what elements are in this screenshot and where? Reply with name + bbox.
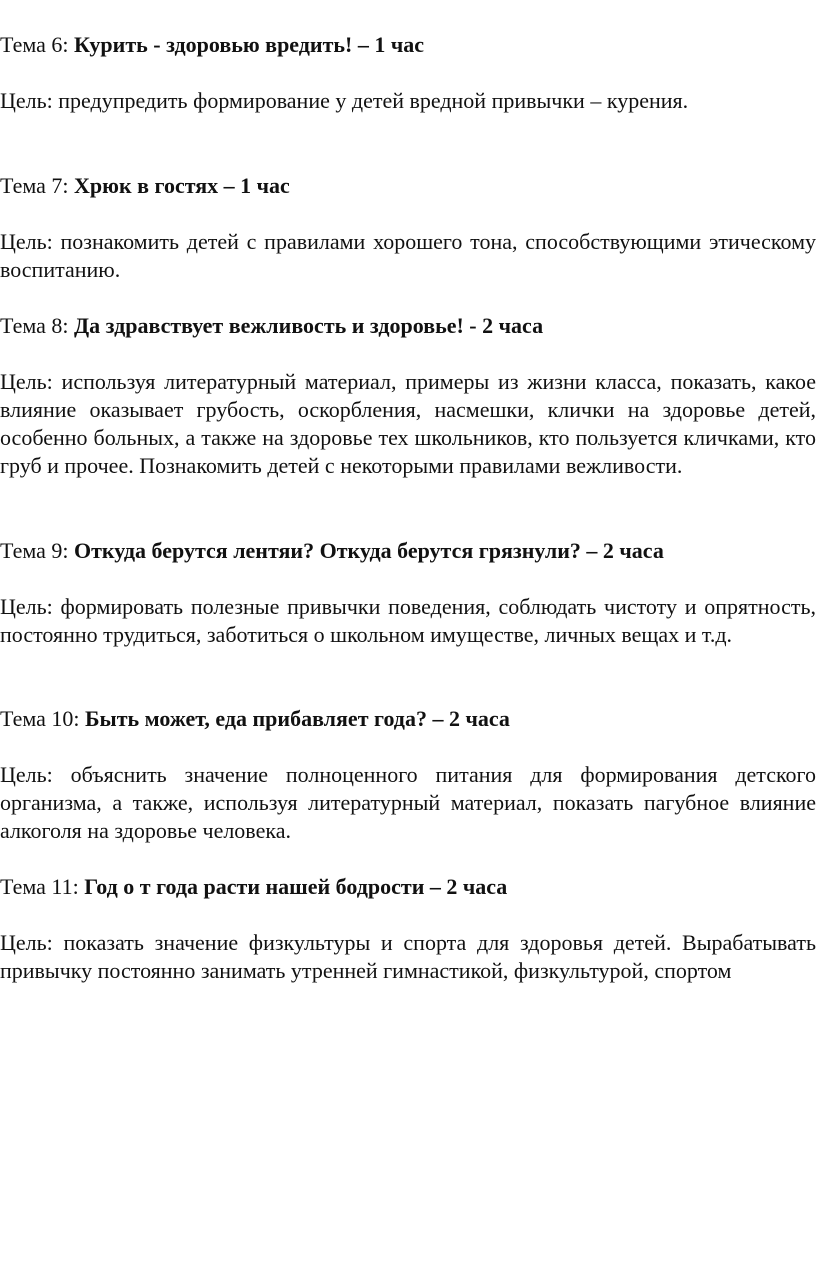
topic-label: Тема 6: [0,32,75,57]
topic-10-goal: Цель: объяснить значение полноценного питания для формирования детского организма, а также, используя литературный материал, показать пагубное влияние алкоголя на здоровье человека. [0,762,816,843]
topic-9-heading [0,537,816,565]
topic-title: Год о т года расти нашей бодрости – 2 часа [84,874,508,899]
topic-9-goal: Цель: формировать полезные привычки поведения, соблюдать чистоту и опрятность, постоянно трудиться, заботиться о школьном имуществе, личных вещах и т.д. [0,594,816,647]
topic-label: Тема 8: [0,313,75,338]
topic-title: Хрюк в гостях – 1 час [74,173,290,198]
topic-8-heading [0,312,816,340]
topic-title: Откуда берутся лентяи? Откуда берутся грязнули? – 2 часа [74,538,664,563]
topic-10-heading [0,705,816,733]
topic-11-goal: Цель: показать значение физкультуры и спорта для здоровья детей. Вырабатывать привычку постоянно занимать утренней гимнастикой, физкультурой, спортом [0,930,816,983]
topic-7-goal: Цель: познакомить детей с правилами хорошего тона, способствующими этическому воспитанию. [0,229,816,282]
topic-label: Тема 9: [0,538,75,563]
topic-11-heading [0,873,816,901]
topic-6-heading [0,31,816,59]
topic-label: Тема 7: [0,173,75,198]
topic-title: Быть может, еда прибавляет года? – 2 часа [85,706,510,731]
topic-title: Да здравствует вежливость и здоровье! - 2 часа [74,313,544,338]
topic-6-goal: Цель: предупредить формирование у детей вредной привычки – курения. [0,88,689,113]
topic-title: Курить - здоровью вредить! – 1 час [74,32,425,57]
topic-8-goal: Цель: используя литературный материал, примеры из жизни класса, показать, какое влияние оказывает грубость, оскорбления, насмешки, клички на здоровье детей, особенно больных, а также на здоровье тех школьников, кто пользуется кличками, кто груб и прочее. Познакомить детей с некоторыми правилами вежливости. [0,369,816,478]
topic-label: Тема 11: [0,874,85,899]
topic-label: Тема 10: [0,706,86,731]
topic-7-heading [0,172,816,200]
